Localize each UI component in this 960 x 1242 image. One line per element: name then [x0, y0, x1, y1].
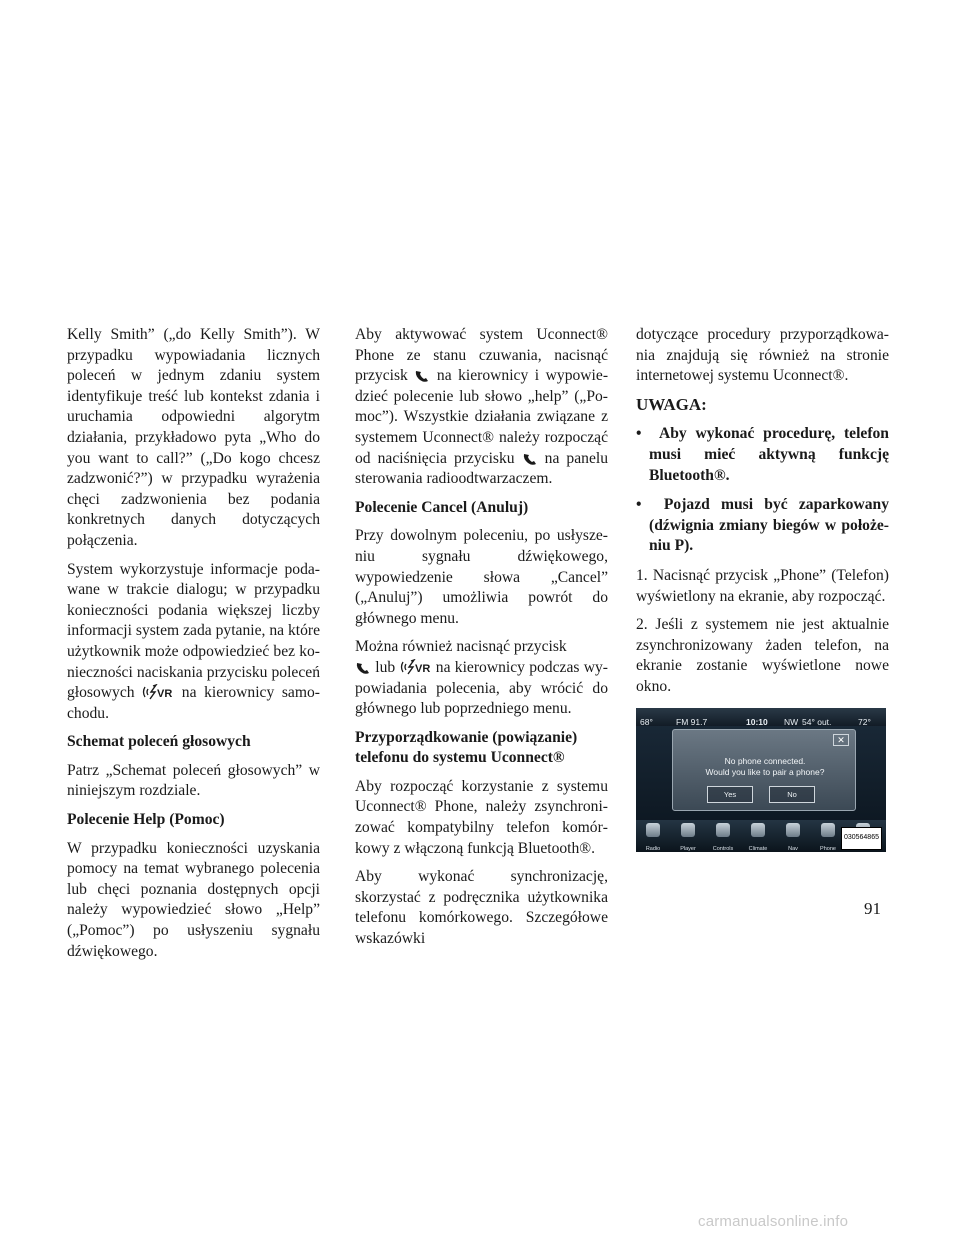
- yes-button[interactable]: Yes: [707, 786, 753, 803]
- text-column-3: [636, 325, 889, 852]
- text-run: na kierownicy podczas wypowiadania polecenia, aby wrócić do głównego lub poprzedniego menu.: [355, 658, 608, 718]
- section-heading: Polecenie Help (Pomoc): [67, 811, 225, 829]
- dialog-message: No phone connected.: [724, 755, 806, 766]
- paragraph: Patrz „Schemat poleceń głosowych” w niniejszym rozdziale.: [67, 761, 320, 800]
- paragraph: Aby wykonać synchronizację, skorzystać z podręcznika użytkownika telefonu komórkowego. Szczegółowe wskazówki: [355, 868, 608, 948]
- text-run: lub: [375, 658, 396, 676]
- no-button[interactable]: No: [769, 786, 815, 803]
- phone-icon: [821, 823, 835, 837]
- temp-left: 68°: [640, 716, 653, 727]
- player-icon: [681, 823, 695, 837]
- svg-text:VR: VR: [157, 688, 173, 701]
- pair-phone-dialog: [672, 729, 856, 811]
- climate-icon: [751, 823, 765, 837]
- paragraph: [355, 325, 608, 490]
- tab-radio[interactable]: Radio: [638, 823, 668, 852]
- tab-climate[interactable]: Climate: [743, 823, 773, 852]
- text-column-2: [355, 325, 608, 958]
- paragraph: Przy dowolnym poleceniu, po usłyszeniu sygnału dźwiękowego, wypowiedzenie słowa „Cancel” („Anuluj”) umożliwia powrót do głównego menu.: [355, 527, 608, 627]
- text-run: System wykorzystuje informacje podawane w trakcie dialogu; w przypadku konieczności podania większej liczby informacji system zada pytanie, na które użytkownik może odpowiedzieć bez konieczności naciskania przycisku poleceń głosowych: [67, 560, 320, 702]
- radio-station: FM 91.7: [676, 716, 708, 727]
- nav-icon: [786, 823, 800, 837]
- voice-command-icon: [400, 659, 432, 675]
- paragraph: [355, 637, 608, 719]
- section-heading: telefonu do systemu Uconnect®: [355, 749, 565, 767]
- text-run: na panelu sterowania radioodtwarzaczem.: [355, 449, 608, 488]
- phone-icon: [355, 661, 371, 675]
- section-heading: Polecenie Cancel (Anuluj): [355, 498, 529, 516]
- bullet-item: • Aby wykonać procedurę, telefon musi mieć aktywną funkcję Bluetooth®.: [636, 425, 889, 484]
- bullet-text: Aby wykonać procedurę, telefon musi mieć aktywną funkcję Bluetooth®.: [649, 425, 889, 484]
- page-number: 91: [864, 899, 881, 918]
- tab-nav[interactable]: Nav: [778, 823, 808, 852]
- compass: NW: [784, 716, 799, 727]
- text-run: na kierownicy i wypowiedzieć polecenie lub słowo „help” („Pomoc”). Wszystkie działania związane z systemem Uconnect® należy rozpocząć od naciśnięcia przycisku: [355, 367, 609, 467]
- paragraph: Aby rozpocząć korzystanie z systemu Uconnect® Phone, należy zsynchronizować kompatybilny telefon komórkowy z włączoną funkcją Bluetooth®.: [355, 777, 608, 857]
- radio-icon: [646, 823, 660, 837]
- svg-text:VR: VR: [414, 662, 430, 675]
- paragraph: Kelly Smith” („do Kelly Smith”). W przypadku wypowiadania licznych poleceń w jednym zdaniu system identyfikuje treść lub kontekst zdania i uruchamia odpowiedni algorytm działania, przykładowo pyta „Who do you want to call?” („Do kogo chcesz zadzwonić?”) w przypadku wyrażenia chęci zadzwonienia bez podania konkretnych danych dotyczących połączenia.: [67, 326, 320, 549]
- tab-player[interactable]: Player: [673, 823, 703, 852]
- controls-icon: [716, 823, 730, 837]
- voice-command-icon: [142, 684, 174, 700]
- paragraph: [67, 560, 320, 725]
- bullet-item: • Pojazd musi być zaparkowany (dźwignia zmiany biegów w położeniu P).: [636, 496, 889, 555]
- tab-phone[interactable]: Phone: [813, 823, 843, 852]
- image-code: 030564865: [841, 827, 882, 850]
- watermark: carmanualsonline.info: [698, 1213, 849, 1230]
- close-icon[interactable]: ✕: [833, 734, 849, 746]
- tab-controls[interactable]: Controls: [708, 823, 738, 852]
- warning-title: UWAGA:: [636, 394, 707, 414]
- temp-right: 72°: [858, 716, 871, 727]
- dialog-question: Would you like to pair a phone?: [705, 766, 825, 777]
- text-column-1: [67, 325, 320, 970]
- phone-icon: [414, 369, 430, 383]
- outside-temp: 54° out.: [802, 716, 832, 727]
- paragraph: W przypadku konieczności uzyskania pomocy na temat wybranego polecenia lub chęci poznania dostępnych opcji należy wypowiedzieć słowo „Help” („Pomoc”) po usłyszeniu sygnału dźwiękowego.: [67, 839, 320, 960]
- bullet-text: Pojazd musi być zaparkowany (dźwignia zmiany biegów w położeniu P).: [649, 496, 889, 555]
- text-run: na kierownicy samochodu.: [67, 684, 320, 722]
- section-heading: Schemat poleceń głosowych: [67, 733, 251, 751]
- clock: 10:10: [746, 716, 768, 727]
- text-run: Można również nacisnąć przycisk: [355, 638, 567, 656]
- step-2: 2. Jeśli z systemem nie jest aktualnie zsynchronizowany żaden telefon, na ekranie zostanie wyświetlone nowe okno.: [636, 616, 889, 695]
- step-1: 1. Nacisnąć przycisk „Phone” (Telefon) wyświetlony na ekranie, aby rozpocząć.: [636, 566, 889, 605]
- paragraph: dotyczące procedury przyporządkowania znajdują się również na stronie internetowej systemu Uconnect®.: [636, 326, 889, 385]
- text-run: Aby aktywować system Uconnect® Phone ze stanu czuwania, nacisnąć przycisk: [355, 326, 608, 385]
- phone-icon: [522, 452, 538, 466]
- section-heading: Przyporządkowanie (powiązanie): [355, 728, 578, 746]
- uconnect-screenshot: [636, 708, 886, 852]
- status-bar: [636, 708, 886, 726]
